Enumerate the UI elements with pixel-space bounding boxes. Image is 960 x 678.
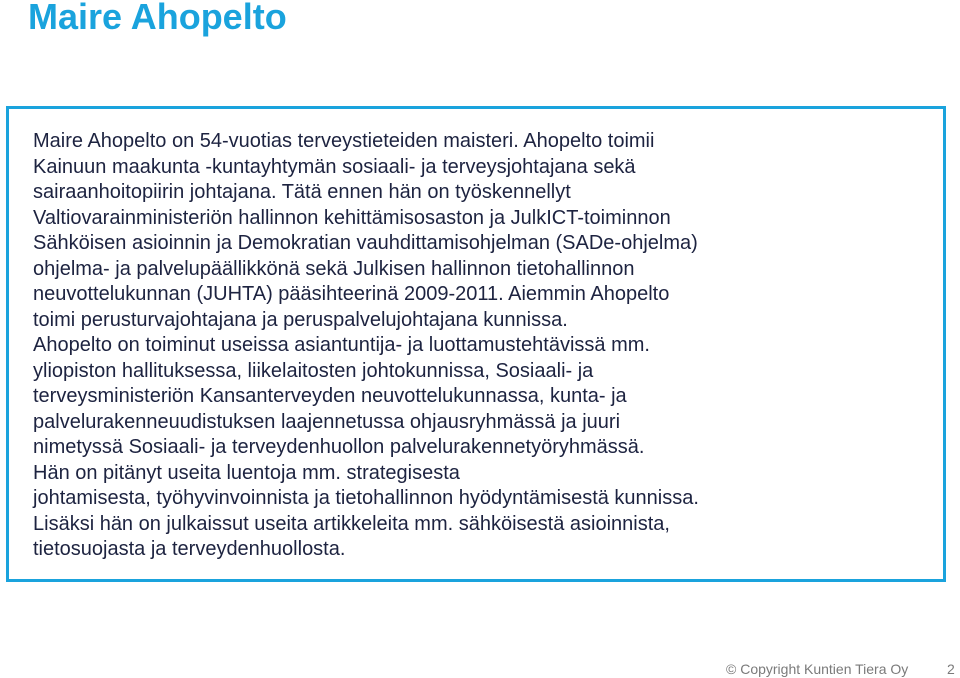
- bio-line: Kainuun maakunta -kuntayhtymän sosiaali- ja terveysjohtajana sekä: [33, 155, 636, 178]
- page-number: 2: [947, 661, 955, 677]
- bio-line: Maire Ahopelto on 54-vuotias terveystieteiden maisteri. Ahopelto toimii: [33, 130, 655, 152]
- bio-paragraph: [33, 129, 938, 563]
- bio-line: Sähköisen asioinnin ja Demokratian vauhdittamisohjelman (SADe-ohjelma): [33, 232, 698, 254]
- bio-line: nimetyssä Sosiaali- ja terveydenhuollon palvelurakennetyöryhmässä.: [33, 436, 645, 458]
- bio-line: toimi perusturvajohtajana ja peruspalvelujohtajana kunnissa.: [33, 308, 568, 331]
- bio-line: terveysministeriön Kansanterveyden neuvottelukunnassa, kunta- ja: [33, 385, 627, 407]
- bio-line: Valtiovarainministeriön hallinnon kehittämisosaston ja JulkICT-toiminnon: [33, 206, 671, 229]
- bio-line: johtamisesta, työhyvinvoinnista ja tietohallinnon hyödyntämisestä kunnissa.: [33, 487, 699, 509]
- bio-line: ohjelma- ja palvelupäällikkönä sekä Julkisen hallinnon tietohallinnon: [33, 257, 635, 280]
- footer-copyright: © Copyright Kuntien Tiera Oy: [726, 661, 909, 677]
- bio-line: palvelurakenneuudistuksen laajennetussa ohjausryhmässä ja juuri: [33, 410, 621, 433]
- bio-line: Lisäksi hän on julkaissut useita artikkeleita mm. sähköisestä asioinnista,: [33, 512, 670, 535]
- bio-line: sairaanhoitopiirin johtajana. Tätä ennen hän on työskennellyt: [33, 181, 571, 203]
- bio-box: [6, 106, 946, 582]
- bio-line: Hän on pitänyt useita luentoja mm. strategisesta: [33, 461, 460, 484]
- bio-line: tietosuojasta ja terveydenhuollosta.: [33, 538, 346, 560]
- bio-line: neuvottelukunnan (JUHTA) pääsihteerinä 2009-2011. Aiemmin Ahopelto: [33, 283, 670, 305]
- page-title: Maire Ahopelto: [28, 0, 287, 37]
- bio-line: Ahopelto on toiminut useissa asiantuntija- ja luottamustehtävissä mm.: [33, 334, 650, 356]
- bio-line: yliopiston hallituksessa, liikelaitosten johtokunnissa, Sosiaali- ja: [33, 359, 594, 382]
